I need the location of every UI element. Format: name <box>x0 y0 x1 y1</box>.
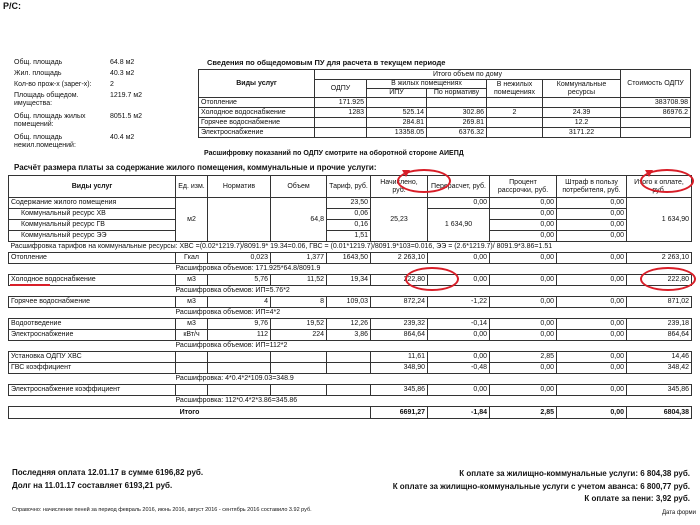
service-total: 864,64 <box>627 330 692 341</box>
service-unit: м3 <box>176 275 208 286</box>
service-name: Электроснабжение <box>9 330 176 341</box>
service-inst: 0,00 <box>490 330 557 341</box>
service-norm <box>208 363 271 374</box>
service-row <box>9 363 692 374</box>
service-fine: 0,00 <box>557 363 627 374</box>
odpu-title: Сведения по общедомовым ПУ для расчета в текущем периоде <box>207 58 446 67</box>
service-name: Электроснабжение коэффициент <box>9 385 176 396</box>
annotation-arrow <box>645 170 653 177</box>
service-vol: 8 <box>271 297 327 308</box>
maint-sum-tariff: 25,23 <box>371 198 428 242</box>
odpu-cell <box>487 98 543 108</box>
odpu-cell: 12.2 <box>543 118 621 128</box>
service-inst: 0,00 <box>490 253 557 264</box>
odpu-cell <box>621 118 691 128</box>
total-sum: 6804,38 <box>627 407 692 419</box>
odpu-h-nonliving: В нежилых помещениях <box>487 80 543 98</box>
service-fine: 0,00 <box>557 319 627 330</box>
service-name: Водоотведение <box>9 319 176 330</box>
annotation-arrow <box>402 170 410 177</box>
total-label: Итого <box>9 407 371 419</box>
service-unit: м3 <box>176 319 208 330</box>
maint-row <box>9 220 692 231</box>
odpu-row <box>199 98 691 108</box>
odpu-h-service: Виды услуг <box>199 70 315 98</box>
odpu-cell <box>487 128 543 138</box>
tariff-decode-row <box>9 242 692 253</box>
maint-label: Содержание жилого помещения <box>9 198 176 209</box>
service-norm: 112 <box>208 330 271 341</box>
odpu-table <box>198 69 691 138</box>
total-fine: 0,00 <box>557 407 627 419</box>
odpu-note: Расшифровку показаний по ОДПУ смотрите на оборотной стороне АИЕПД <box>204 150 464 157</box>
annotation-oval <box>640 267 696 291</box>
odpu-cell: Отопление <box>199 98 315 108</box>
odpu-cell: Холодное водоснабжение <box>199 108 315 118</box>
service-row <box>9 297 692 308</box>
service-vol: 19,52 <box>271 319 327 330</box>
service-inst: 0,00 <box>490 363 557 374</box>
date-label: Дата форми <box>661 510 696 516</box>
rs-label: Р/С: <box>3 1 21 11</box>
total-row <box>9 407 692 419</box>
maint-tariff: 0,16 <box>327 220 371 231</box>
service-row <box>9 330 692 341</box>
service-recalc: -0,48 <box>428 363 490 374</box>
decode-row <box>9 264 692 275</box>
service-charged: 222,80 <box>371 275 428 286</box>
service-name: ГВС коэффициент <box>9 363 176 374</box>
service-tariff <box>327 352 371 363</box>
odpu-cell <box>621 128 691 138</box>
odpu-cell: 86976.2 <box>621 108 691 118</box>
maint-inst: 0,00 <box>490 198 557 209</box>
service-name: Отопление <box>9 253 176 264</box>
odpu-cell: 302.86 <box>427 108 487 118</box>
service-norm <box>208 352 271 363</box>
pay-advance: К оплате за жилищно-коммунальные услуги с учетом аванса: 6 800,77 руб. <box>392 482 690 491</box>
service-total: 239,18 <box>627 319 692 330</box>
decode-row <box>9 308 692 319</box>
maint-tariff: 1,51 <box>327 231 371 242</box>
info-value: 40.4 м2 <box>110 134 135 141</box>
service-name: Горячее водоснабжение <box>9 297 176 308</box>
service-vol <box>271 352 327 363</box>
service-inst: 0,00 <box>490 319 557 330</box>
penalty-note: Справочно: начисление пеней за период февраль 2016, июнь 2016, август 2016 - сентябрь 2016 составило 3.92 руб. <box>12 507 312 513</box>
calc-h-volume: Объем <box>271 176 327 198</box>
maint-fine: 0,00 <box>557 231 627 242</box>
service-row <box>9 385 692 396</box>
service-recalc: 0,00 <box>428 330 490 341</box>
maint-norm <box>208 198 271 242</box>
total-inst: 2,85 <box>490 407 557 419</box>
service-fine: 0,00 <box>557 297 627 308</box>
total-charged: 6691,27 <box>371 407 428 419</box>
service-total: 14,46 <box>627 352 692 363</box>
calc-h-charged: Начислено, руб. <box>371 176 428 198</box>
service-norm: 5,76 <box>208 275 271 286</box>
service-tariff: 12,26 <box>327 319 371 330</box>
service-unit <box>176 352 208 363</box>
decode-spacer <box>9 341 176 352</box>
odpu-h-living: В жилых помещениях <box>367 80 487 89</box>
decode-spacer <box>9 286 176 297</box>
odpu-cell: 525.14 <box>367 108 427 118</box>
info-value: 8051.5 м2 <box>110 113 143 120</box>
service-recalc: 0,00 <box>428 385 490 396</box>
annotation-oval <box>405 267 459 291</box>
service-charged: 348,90 <box>371 363 428 374</box>
decode-spacer <box>9 374 176 385</box>
service-inst: 2,85 <box>490 352 557 363</box>
service-tariff: 3,86 <box>327 330 371 341</box>
service-fine: 0,00 <box>557 275 627 286</box>
service-vol: 1,377 <box>271 253 327 264</box>
odpu-cell: 1283 <box>315 108 367 118</box>
service-recalc: 0,00 <box>428 253 490 264</box>
service-total: 345,86 <box>627 385 692 396</box>
service-vol <box>271 363 327 374</box>
odpu-cell: 171.925 <box>315 98 367 108</box>
info-label: Общ. площадь жилых помещений: <box>14 113 86 128</box>
calc-h-tariff: Тариф, руб. <box>327 176 371 198</box>
decode-row <box>9 341 692 352</box>
odpu-cell: Горячее водоснабжение <box>199 118 315 128</box>
service-unit: Гкал <box>176 253 208 264</box>
calc-h-norm: Норматив <box>208 176 271 198</box>
decode-text: Расшифровка: 4*0.4*2*109.03=348.9 <box>176 374 692 385</box>
last-payment: Последняя оплата 12.01.17 в сумме 6196,82 руб. <box>12 468 204 477</box>
decode-text: Расшифровка: 112*0.4*2*3.86=345.86 <box>176 396 692 407</box>
service-total: 222,80 <box>627 275 692 286</box>
maint-sub: Коммунальный ресурс ХВ <box>9 209 176 220</box>
service-norm: 9,76 <box>208 319 271 330</box>
info-value: 64.8 м2 <box>110 59 135 66</box>
maint-tariff: 23,50 <box>327 198 371 209</box>
odpu-row <box>199 128 691 138</box>
service-total: 871,02 <box>627 297 692 308</box>
odpu-cell: 13358.05 <box>367 128 427 138</box>
service-vol <box>271 385 327 396</box>
calc-table <box>8 175 692 419</box>
odpu-cell <box>315 118 367 128</box>
odpu-cell: 3171.22 <box>543 128 621 138</box>
service-unit <box>176 385 208 396</box>
maint-sub: Коммунальный ресурс ЭЭ <box>9 231 176 242</box>
service-total: 348,42 <box>627 363 692 374</box>
odpu-h-cost: Стоимость ОДПУ <box>621 70 691 98</box>
annotation-underline <box>10 284 50 286</box>
decode-row <box>9 286 692 297</box>
service-vol: 224 <box>271 330 327 341</box>
service-tariff: 19,34 <box>327 275 371 286</box>
service-unit: кВт/ч <box>176 330 208 341</box>
maint-volume: 64,8 <box>271 198 327 242</box>
decode-row <box>9 374 692 385</box>
odpu-h-odpu: ОДПУ <box>315 80 367 98</box>
service-charged: 239,32 <box>371 319 428 330</box>
maint-inst: 0,00 <box>490 231 557 242</box>
service-name: Установка ОДПУ ХВС <box>9 352 176 363</box>
info-value: 1219.7 м2 <box>110 92 143 99</box>
decode-text: Расшифровка объемов: ИП=4*2 <box>176 308 692 319</box>
pay-penalty: К оплате за пени: 3,92 руб. <box>584 494 690 503</box>
service-unit: м3 <box>176 297 208 308</box>
decode-spacer <box>9 264 176 275</box>
total-recalc: -1,84 <box>428 407 490 419</box>
service-recalc: 0,00 <box>428 275 490 286</box>
odpu-cell: 2 <box>487 108 543 118</box>
service-inst: 0,00 <box>490 385 557 396</box>
service-vol: 11,52 <box>271 275 327 286</box>
service-recalc: -0,14 <box>428 319 490 330</box>
decode-text: Расшифровка объемов: ИП=5.76*2 <box>176 286 692 297</box>
calc-h-service: Виды услуг <box>9 176 176 198</box>
odpu-cell: 284.81 <box>367 118 427 128</box>
maint-total: 1 634,90 <box>627 198 692 242</box>
service-row <box>9 253 692 264</box>
tariff-decode: Расшифровка тарифов на коммунальные ресурсы: ХВС =(0.02*1219.7)/8091.9* 19.34=0.06, ГВС = (0.01*1219.7)/8091.9*103=0.016, ЭЭ = (2.6*1219.7)/ 8091.9*3.86=1.51 <box>9 242 692 253</box>
calc-h-installment: Процент рассрочки, руб. <box>490 176 557 198</box>
maint-inst: 0,00 <box>490 220 557 231</box>
service-fine: 0,00 <box>557 385 627 396</box>
service-norm: 4 <box>208 297 271 308</box>
decode-spacer <box>9 308 176 319</box>
service-fine: 0,00 <box>557 330 627 341</box>
debt: Долг на 11.01.17 составляет 6193,21 руб. <box>12 481 173 490</box>
info-label: Кол-во прож-х (зарег-х): <box>14 81 92 88</box>
odpu-row <box>199 108 691 118</box>
odpu-h-communal: Коммунальные ресурсы <box>543 80 621 98</box>
maint-fine: 0,00 <box>557 209 627 220</box>
info-value: 40.3 м2 <box>110 70 135 77</box>
maint-recalc: 0,00 <box>428 198 490 209</box>
odpu-h-norm: По нормативу <box>427 89 487 98</box>
calc-h-recalc: Перерасчет, руб. <box>428 176 490 198</box>
calc-title: Расчёт размера платы за содержание жилого помещения, коммунальные и прочие услуги: <box>14 163 377 172</box>
service-norm <box>208 385 271 396</box>
calc-header-row <box>9 176 692 198</box>
maint-fine: 0,00 <box>557 198 627 209</box>
maint-row <box>9 209 692 220</box>
calc-h-total: Итого к оплате, руб. <box>627 176 692 198</box>
service-recalc: -1,22 <box>428 297 490 308</box>
decode-text: Расшифровка объемов: 171.925*64.8/8091.9 <box>176 264 692 275</box>
info-label: Жил. площадь <box>14 70 62 77</box>
calc-h-unit: Ед. изм. <box>176 176 208 198</box>
odpu-h-ipu: ИПУ <box>367 89 427 98</box>
info-value: 2 <box>110 81 114 88</box>
service-tariff <box>327 363 371 374</box>
odpu-h-total: Итого объем по дому <box>315 70 621 80</box>
service-tariff: 109,03 <box>327 297 371 308</box>
maint-charged: 1 634,90 <box>428 209 490 242</box>
maint-inst: 0,00 <box>490 209 557 220</box>
service-inst: 0,00 <box>490 275 557 286</box>
service-row <box>9 275 692 286</box>
odpu-cell <box>487 118 543 128</box>
service-recalc: 0,00 <box>428 352 490 363</box>
service-charged: 345,86 <box>371 385 428 396</box>
service-inst: 0,00 <box>490 297 557 308</box>
pay-hcs: К оплате за жилищно-коммунальные услуги: 6 804,38 руб. <box>459 469 690 478</box>
odpu-cell <box>543 98 621 108</box>
service-row <box>9 352 692 363</box>
maint-fine: 0,00 <box>557 220 627 231</box>
odpu-cell <box>367 98 427 108</box>
odpu-cell: 6376.32 <box>427 128 487 138</box>
service-total: 2 263,10 <box>627 253 692 264</box>
service-charged: 864,64 <box>371 330 428 341</box>
service-fine: 0,00 <box>557 253 627 264</box>
service-charged: 872,24 <box>371 297 428 308</box>
service-tariff <box>327 385 371 396</box>
service-tariff: 1643,50 <box>327 253 371 264</box>
service-charged: 2 263,10 <box>371 253 428 264</box>
info-label: Площадь общедом. имущества: <box>14 92 79 107</box>
service-fine: 0,00 <box>557 352 627 363</box>
odpu-cell <box>427 98 487 108</box>
calc-h-fine: Штраф в пользу потребителя, руб. <box>557 176 627 198</box>
service-charged: 11,61 <box>371 352 428 363</box>
maint-unit: м2 <box>176 198 208 242</box>
info-label: Общ. площадь <box>14 59 63 66</box>
service-row <box>9 319 692 330</box>
decode-row <box>9 396 692 407</box>
maint-sub: Коммунальный ресурс ГВ <box>9 220 176 231</box>
maint-row <box>9 198 692 209</box>
decode-spacer <box>9 396 176 407</box>
odpu-row <box>199 118 691 128</box>
maint-tariff: 0,06 <box>327 209 371 220</box>
odpu-cell: 24.39 <box>543 108 621 118</box>
info-label: Общ. площадь нежил.помещений: <box>14 134 76 149</box>
decode-text: Расшифровка объемов: ИП=112*2 <box>176 341 692 352</box>
odpu-cell: 269.81 <box>427 118 487 128</box>
odpu-cell: 383708.98 <box>621 98 691 108</box>
odpu-cell: Электроснабжение <box>199 128 315 138</box>
service-norm: 0,023 <box>208 253 271 264</box>
service-name: Холодное водоснабжение <box>9 275 176 286</box>
odpu-cell <box>315 128 367 138</box>
maint-row <box>9 231 692 242</box>
service-unit <box>176 363 208 374</box>
